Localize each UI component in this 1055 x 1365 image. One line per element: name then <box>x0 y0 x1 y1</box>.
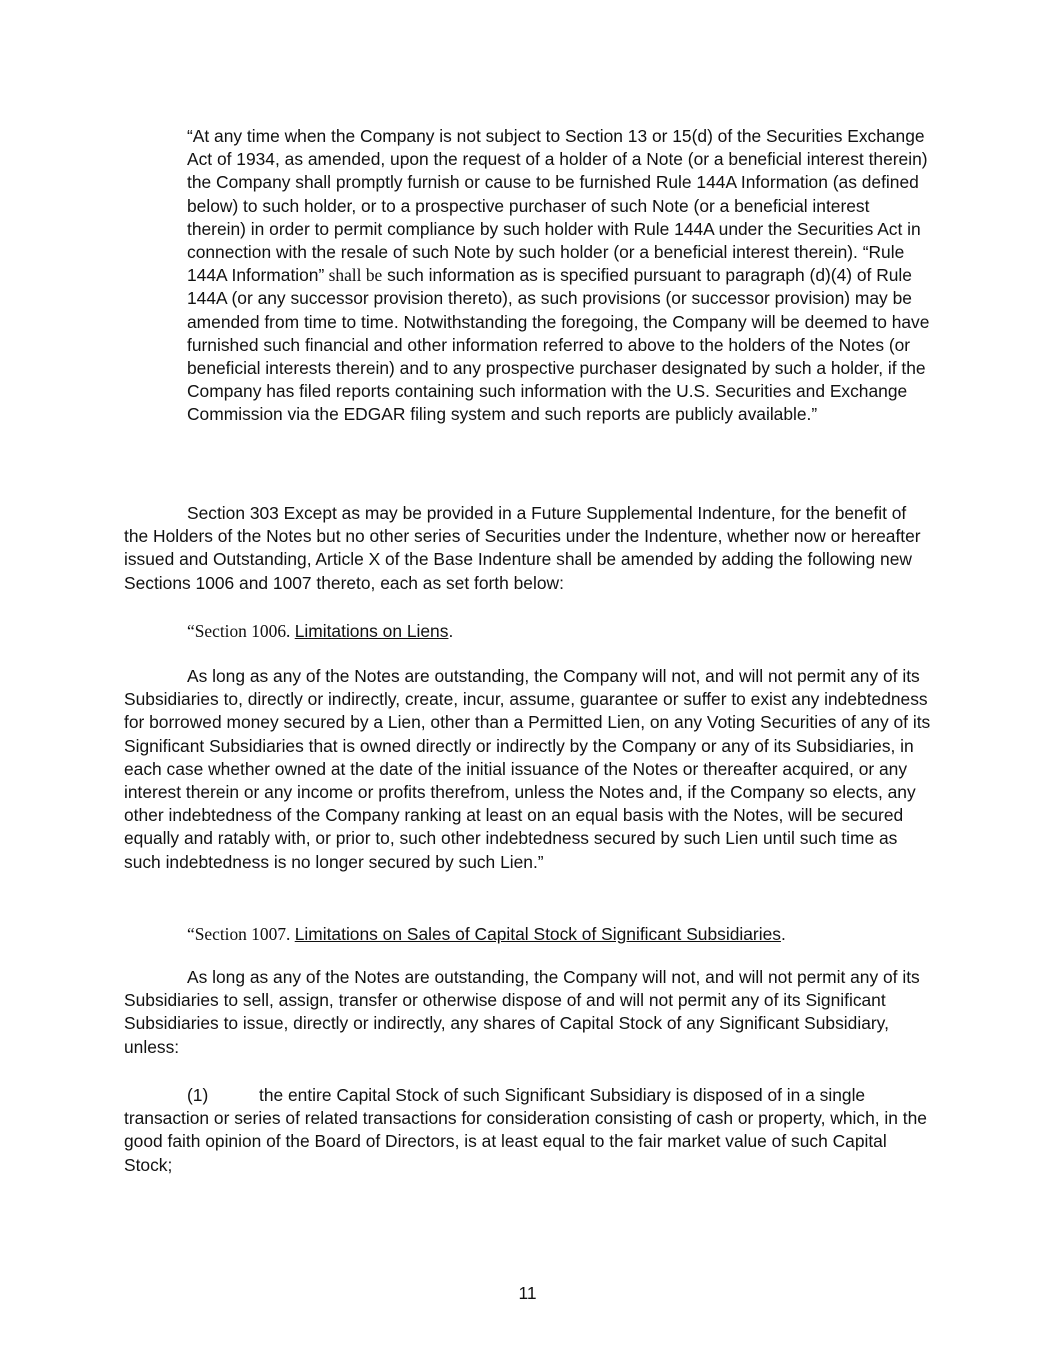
section-1006-body: As long as any of the Notes are outstanding, the Company will not, and will not permit any of its Subsidiaries to, directly or indirectly, create, incur, assume, guarantee or suffer to exist any indebtedness for borrowed money secured by a Lien, other than a Permitted Lien, on any Voting Securities of any of its Significant Subsidiaries that is owned directly or indirectly by the Company or any of its Subsidiaries, in each case whether owned at the date of the initial issuance of the Notes or thereafter acquired, or any interest therein or any income or profits therefrom, unless the Notes and, if the Company so elects, any other indebtedness of the Company ranking at least on an equal basis with the Notes, will be secured equally and ratably with, or prior to, such other indebtedness secured by such Lien until such time as such indebtedness is no longer secured by such Lien.” <box>124 666 931 872</box>
section-1007-title: Limitations on Sales of Capital Stock of Significant Subsidiaries <box>294 924 781 944</box>
section-1007-body: As long as any of the Notes are outstanding, the Company will not, and will not permit any of its Subsidiaries to sell, assign, transfer or otherwise dispose of and will not permit any of its Significant Subsidiaries to issue, directly or indirectly, any shares of Capital Stock of any Significant Subsidiary, unless: <box>124 967 920 1057</box>
section-303-paragraph: Section 303 Except as may be provided in a Future Supplemental Indenture, for the benefit of the Holders of the Notes but no other series of Securities under the Indenture, whether now or hereafter issued and Outstanding, Article X of the Base Indenture shall be amended by adding the following new Sections 1006 and 1007 thereto, each as set forth below: <box>124 503 921 593</box>
quoted-paragraph-rule-144a <box>187 125 932 427</box>
quote-main-text: “At any time when the Company is not subject to Section 13 or 15(d) of the Securities Exchange Act of 1934, as amended, upon the request of a holder of a Note (or a beneficial interest therein) the Company shall promptly furnish or cause to be furnished Rule 144A Information (as defined below) to such holder, or to a prospective purchaser of such Note (or a beneficial interest therein) in order to permit compliance by such holder with Rule 144A under the Securities Act in connection with the resale of such Note by such holder (or a beneficial interest therein). “Rule 144A Information” <box>187 126 928 286</box>
section-1006-prefix: “Section 1006. <box>187 621 295 641</box>
section-1007-suffix: . <box>780 924 786 944</box>
section-1006-heading <box>124 620 934 643</box>
section-1006-title: Limitations on Liens <box>294 621 449 641</box>
quote-rest-text: such information as is specified pursuant to paragraph (d)(4) of Rule 144A (or any successor provision thereto), as such provisions (or successor provision) may be amended from time to time. Notwithstanding the foregoing, the Company will be deemed to have furnished such financial and other information referred to above to the holders of the Notes (or beneficial interests therein) and to any prospective purchaser designated by such a holder, if the Company has filed reports containing such information with the U.S. Securities and Exchange Commission via the EDGAR filing system and such reports are publicly available.” <box>187 265 930 425</box>
list-item-1 <box>124 1084 934 1177</box>
quote-serif-phrase: shall be <box>324 265 383 286</box>
section-1007-prefix: “Section 1007. <box>187 924 295 944</box>
page-number: 11 <box>518 1283 537 1303</box>
list-item-1-text: the entire Capital Stock of such Significant Subsidiary is disposed of in a single transaction or series of related transactions for consideration consisting of cash or property, which, in the good faith opinion of the Board of Directors, is at least equal to the fair market value of such Capital Stock; <box>124 1085 927 1175</box>
list-item-1-number: (1) <box>187 1085 209 1105</box>
section-1007-heading <box>124 923 934 946</box>
section-1006-suffix: . <box>448 621 454 641</box>
